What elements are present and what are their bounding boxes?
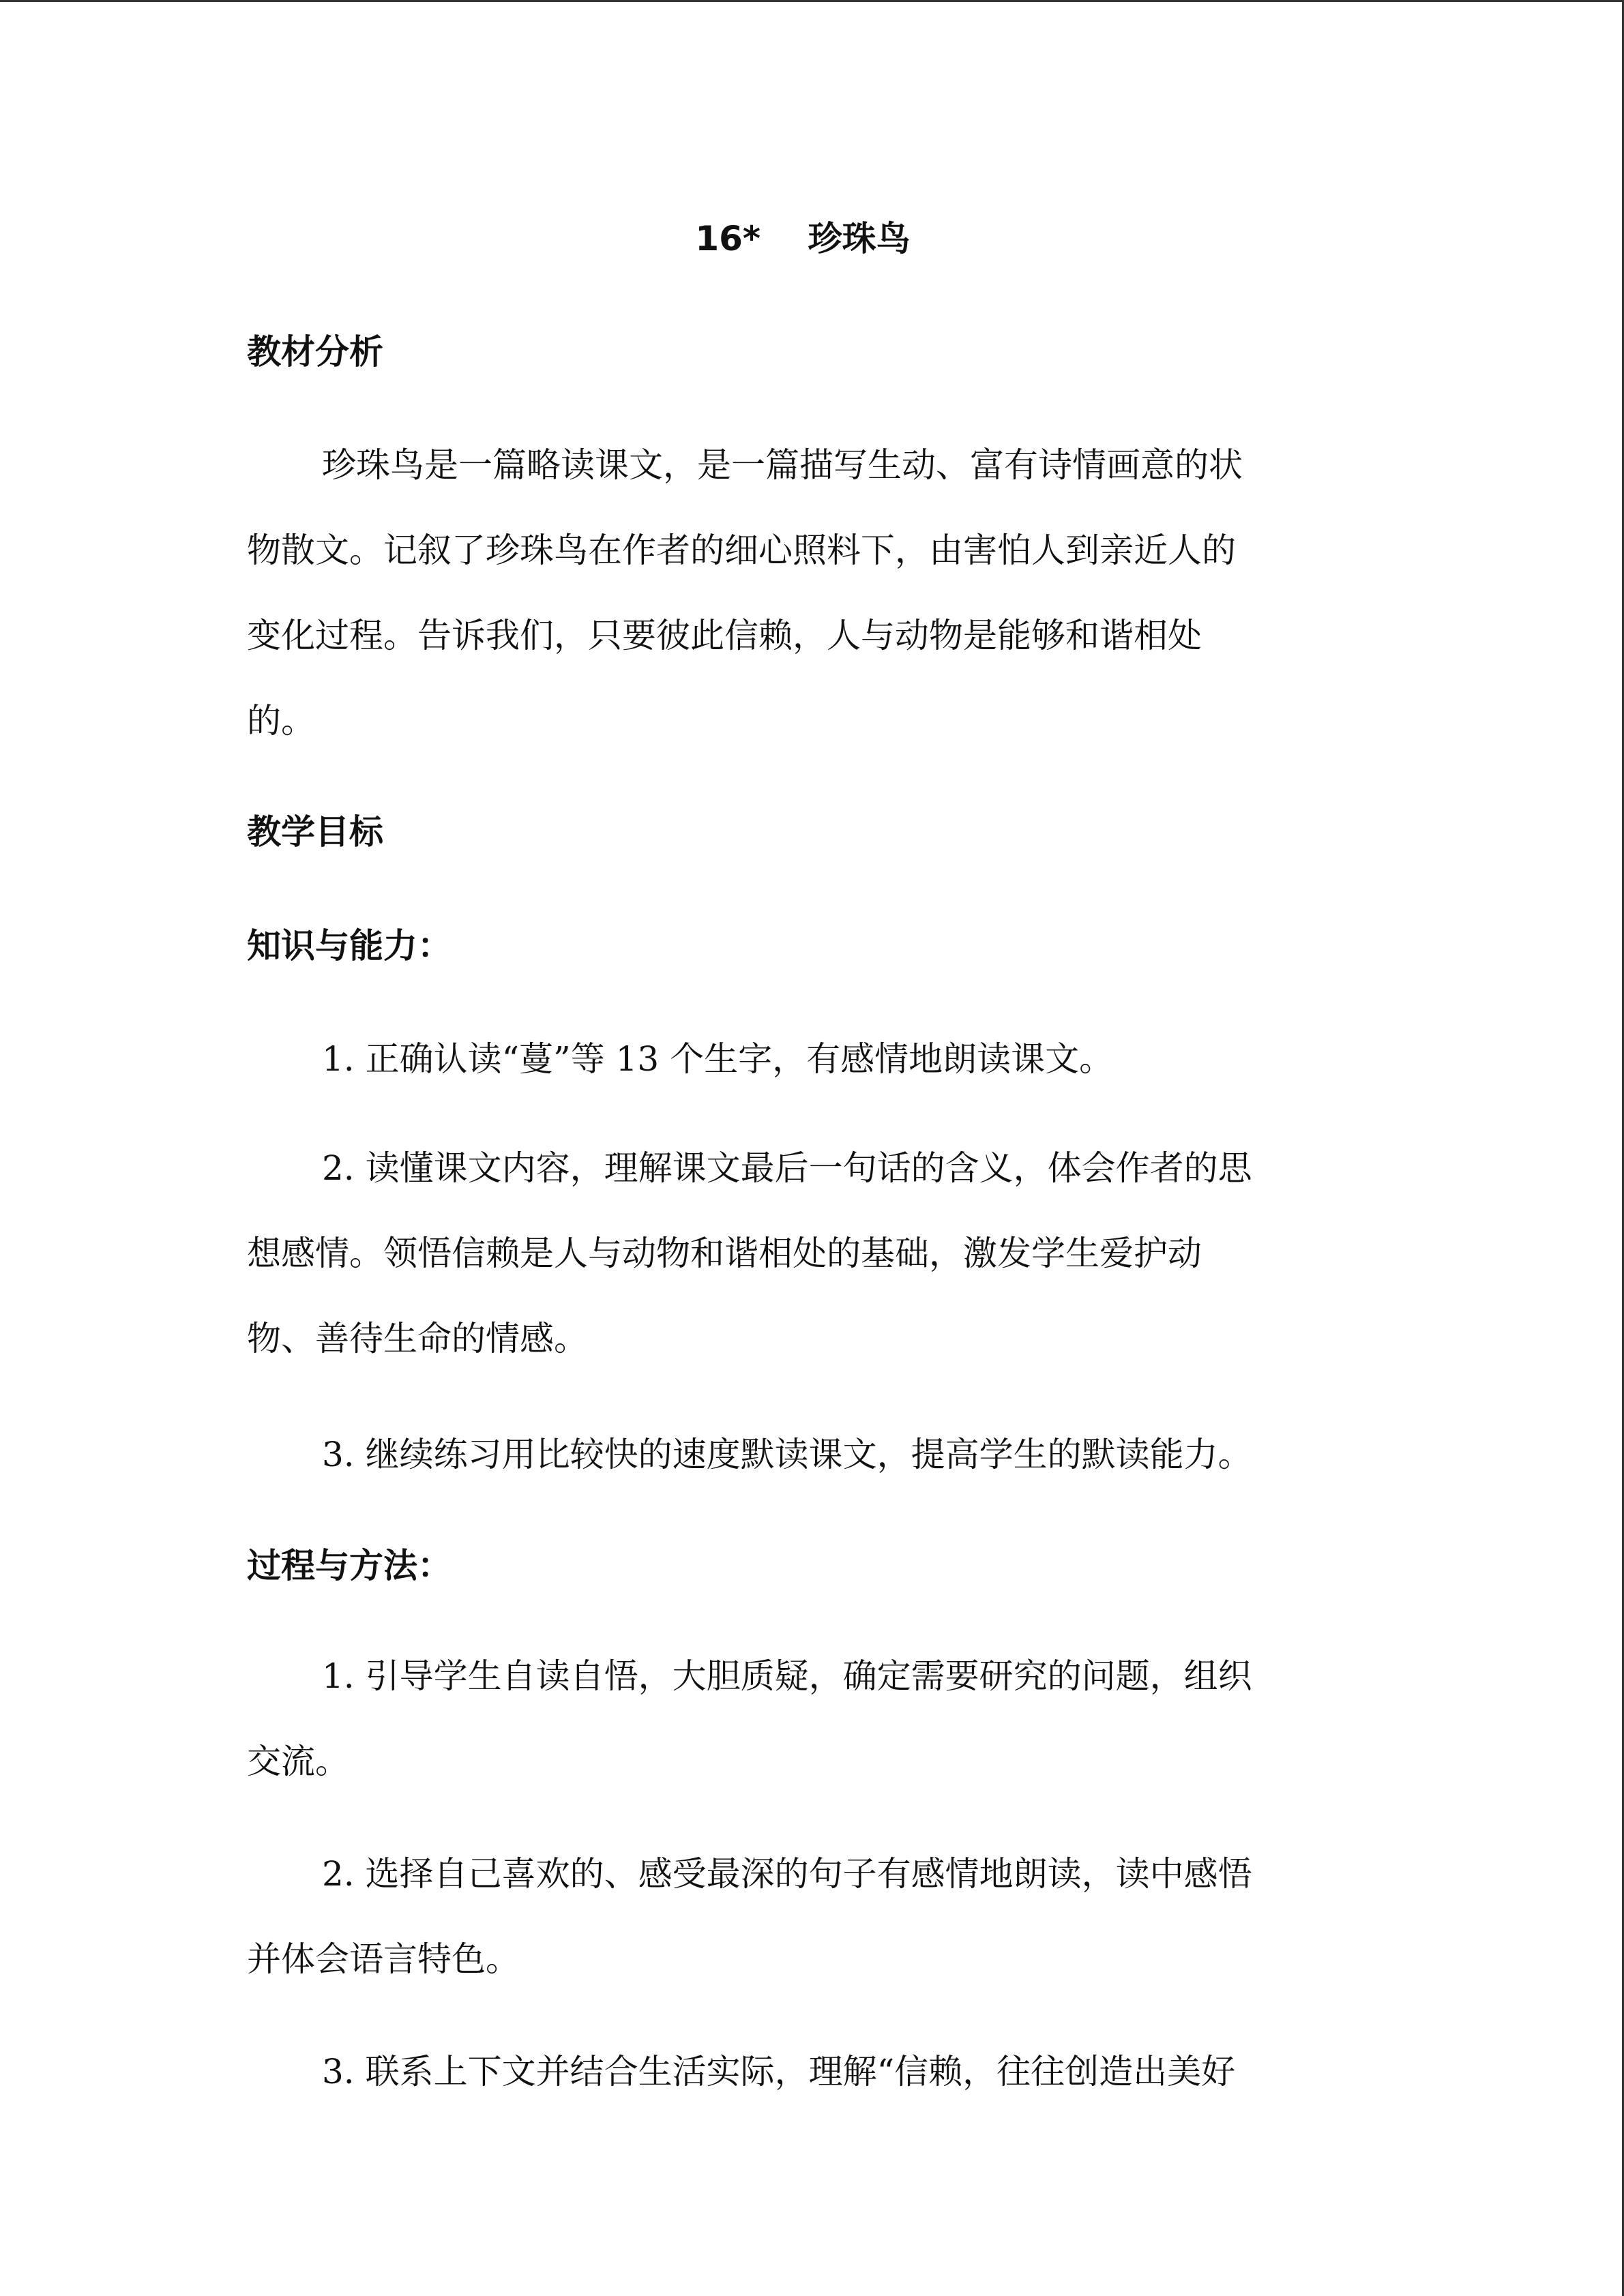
- analysis-line-4: 的。: [247, 701, 315, 741]
- section-heading-goals: 教学目标: [247, 812, 383, 852]
- knowledge-item-3-line-1: 3. 继续练习用比较快的速度默读课文，提高学生的默读能力。: [322, 1435, 1252, 1474]
- document-title: 16* 珍珠鸟: [695, 219, 911, 258]
- analysis-line-3: 变化过程。告诉我们，只要彼此信赖，人与动物是能够和谐相处: [247, 616, 1202, 655]
- knowledge-item-1-line-1: 1. 正确认读“蔓”等 13 个生字，有感情地朗读课文。: [322, 1039, 1114, 1079]
- analysis-line-2: 物散文。记叙了珍珠鸟在作者的细心照料下，由害怕人到亲近人的: [247, 531, 1236, 570]
- process-item-3-line-1: 3. 联系上下文并结合生活实际，理解“信赖，往往创造出美好: [322, 2052, 1236, 2091]
- knowledge-item-2-line-1: 2. 读懂课文内容，理解课文最后一句话的含义，体会作者的思: [322, 1148, 1252, 1188]
- knowledge-item-2-line-3: 物、善待生命的情感。: [247, 1319, 588, 1358]
- process-item-1-line-2: 交流。: [247, 1742, 349, 1781]
- process-item-2-line-2: 并体会语言特色。: [247, 1939, 520, 1979]
- process-item-2-line-1: 2. 选择自己喜欢的、感受最深的句子有感情地朗读，读中感悟: [322, 1854, 1252, 1894]
- section-heading-analysis: 教材分析: [247, 332, 383, 372]
- analysis-line-1: 珍珠鸟是一篇略读课文，是一篇描写生动、富有诗情画意的状: [322, 445, 1243, 485]
- knowledge-item-2-line-2: 想感情。领悟信赖是人与动物和谐相处的基础，激发学生爱护动: [247, 1234, 1202, 1273]
- subheading-process: 过程与方法：: [247, 1546, 452, 1585]
- top-border-line: [0, 0, 1624, 2]
- subheading-knowledge: 知识与能力：: [247, 926, 452, 966]
- process-item-1-line-1: 1. 引导学生自读自悟，大胆质疑，确定需要研究的问题，组织: [322, 1656, 1252, 1696]
